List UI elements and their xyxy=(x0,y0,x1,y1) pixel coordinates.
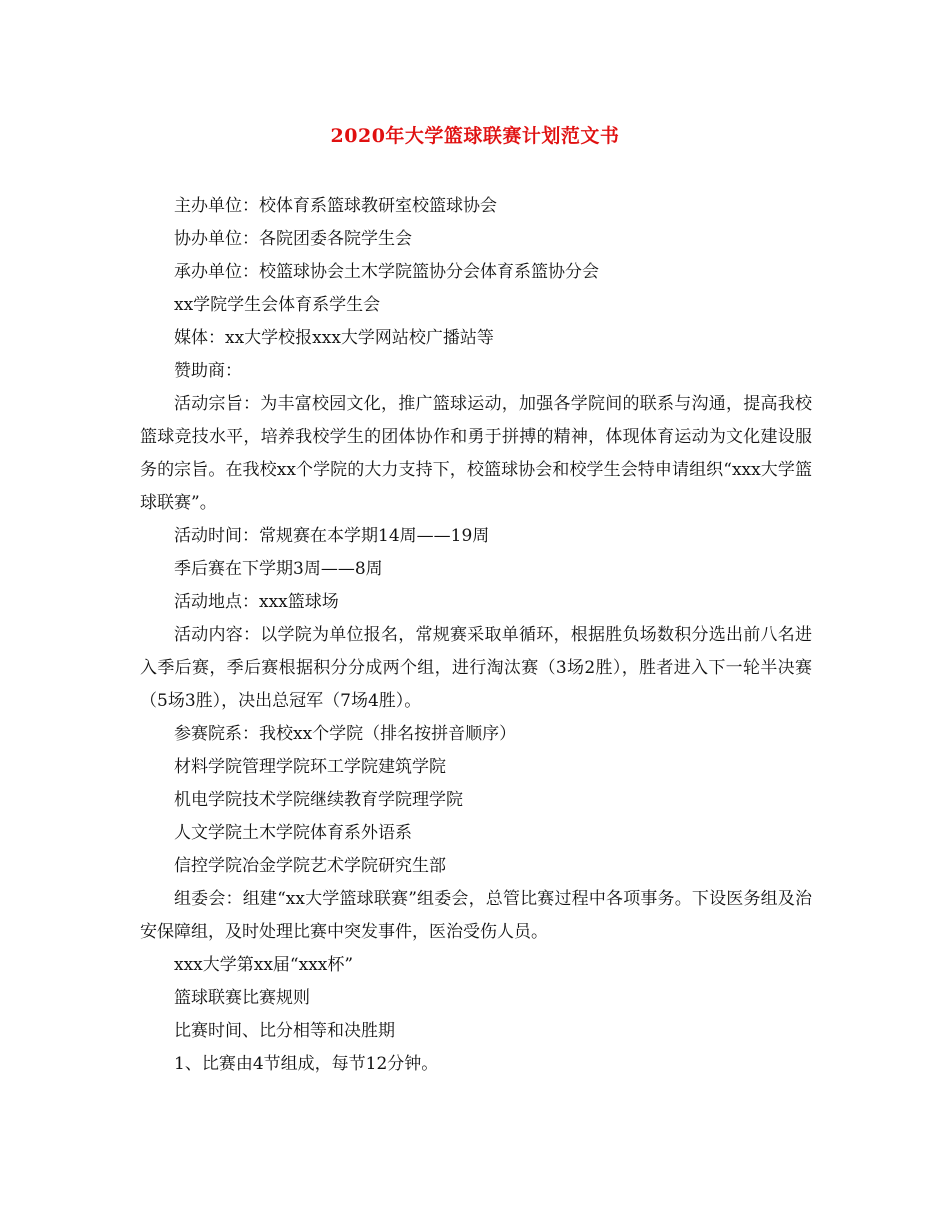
paragraph-committee: 组委会：组建“xx大学篮球联赛”组委会，总管比赛过程中各项事务。下设医务组及治安保障组，及时处理比赛中突发事件，医治受伤人员。 xyxy=(140,889,812,942)
paragraph-rules-subtitle: 比赛时间、比分相等和决胜期 xyxy=(174,1021,395,1041)
document-title: 2020年大学篮球联赛计划范文书 xyxy=(330,125,620,147)
paragraph-participants: 参赛院系：我校xx个学院（排名按拼音顺序） xyxy=(174,724,517,744)
paragraph-college-list-1: 材料学院管理学院环工学院建筑学院 xyxy=(174,757,446,777)
paragraph-host: 承办单位：校篮球协会土木学院篮协分会体育系篮协分会 xyxy=(174,262,599,282)
paragraph-cup-name: xxx大学第xx届“xxx杯” xyxy=(174,955,354,975)
paragraph-college-list-4: 信控学院冶金学院艺术学院研究生部 xyxy=(174,856,446,876)
paragraph-host-continued: xx学院学生会体育系学生会 xyxy=(174,295,381,315)
paragraph-rules-title: 篮球联赛比赛规则 xyxy=(174,988,310,1008)
paragraph-college-list-3: 人文学院土木学院体育系外语系 xyxy=(174,823,412,843)
paragraph-co-organizer: 协办单位：各院团委各院学生会 xyxy=(174,229,412,249)
document-body xyxy=(140,190,812,1081)
paragraph-organizer: 主办单位：校体育系篮球教研室校篮球协会 xyxy=(174,196,497,216)
paragraph-content: 活动内容：以学院为单位报名，常规赛采取单循环，根据胜负场数积分选出前八名进入季后赛，季后赛根据积分分成两个组，进行淘汰赛（3场2胜），胜者进入下一轮半决赛（5场3胜），决出总冠军（7场4胜）。 xyxy=(140,625,812,711)
paragraph-playoff-time: 季后赛在下学期3周——8周 xyxy=(174,559,383,579)
paragraph-time: 活动时间：常规赛在本学期14周——19周 xyxy=(174,526,490,546)
paragraph-media: 媒体：xx大学校报xxx大学网站校广播站等 xyxy=(174,328,494,348)
paragraph-purpose: 活动宗旨：为丰富校园文化，推广篮球运动，加强各学院间的联系与沟通，提高我校篮球竞技水平，培养我校学生的团体协作和勇于拼搏的精神，体现体育运动为文化建设服务的宗旨。在我校xx个学院的大力支持下，校篮球协会和校学生会特申请组织“xxx大学篮球联赛”。 xyxy=(140,394,812,513)
paragraph-rule-1: 1、比赛由4节组成，每节12分钟。 xyxy=(174,1054,439,1074)
paragraph-venue: 活动地点：xxx篮球场 xyxy=(174,592,339,612)
paragraph-college-list-2: 机电学院技术学院继续教育学院理学院 xyxy=(174,790,463,810)
paragraph-sponsor: 赞助商： xyxy=(174,361,242,381)
